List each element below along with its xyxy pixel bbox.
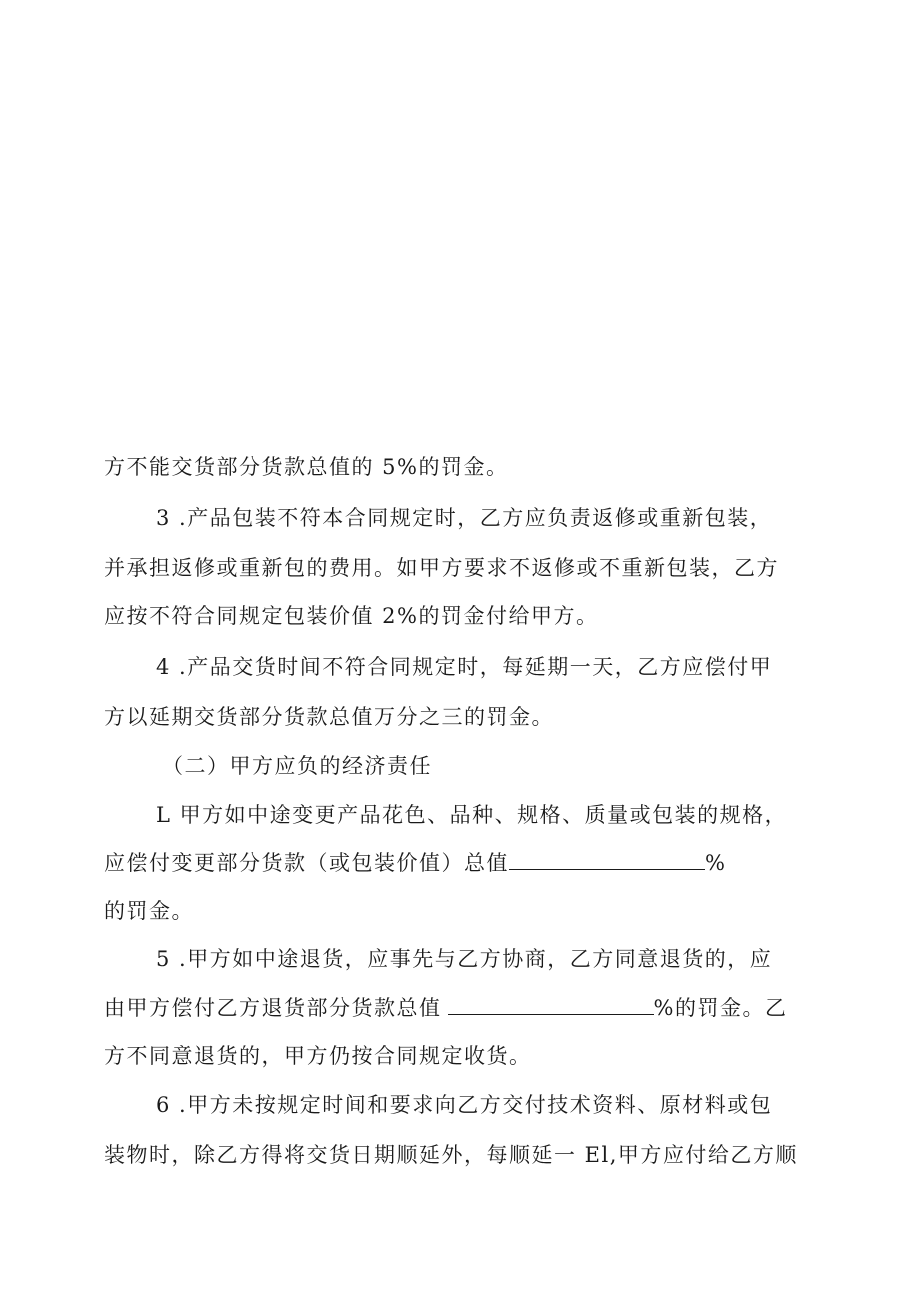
- percent-sign: %: [705, 851, 727, 875]
- clause-3-line-3: 应按不符合同规定包装价值 2%的罚金付给甲方。: [104, 604, 599, 628]
- clause-6-line-1: 6 .甲方未按规定时间和要求向乙方交付技术资料、原材料或包: [156, 1093, 773, 1117]
- fill-in-blank: [448, 995, 654, 1015]
- clause-5-text: 由甲方偿付乙方退货部分货款总值: [104, 996, 442, 1020]
- clause-l-line-2: [104, 848, 726, 878]
- clause-4-line-1: 4 .产品交货时间不符合同规定时，每延期一天，乙方应偿付甲: [156, 655, 773, 679]
- clause-l-line-1: L 甲方如中途变更产品花色、品种、规格、质量或包装的规格，: [156, 803, 788, 827]
- clause-l-text: 应偿付变更部分货款（或包装价值）总值: [104, 851, 509, 875]
- clause-l-line-3: 的罚金。: [104, 899, 194, 923]
- fill-in-blank: [509, 850, 705, 870]
- clause-5-text-end: %的罚金。乙: [653, 996, 788, 1020]
- section-heading: （二）甲方应负的经济责任: [162, 754, 432, 778]
- clause-4-line-2: 方以延期交货部分货款总值万分之三的罚金。: [104, 705, 554, 729]
- clause-5-line-1: 5 .甲方如中途退货，应事先与乙方协商，乙方同意退货的，应: [156, 947, 773, 971]
- clause-6-line-2: 装物时，除乙方得将交货日期顺延外，每顺延一 El,甲方应付给乙方顺: [104, 1143, 798, 1167]
- clause-5-line-3: 方不同意退货的，甲方仍按合同规定收货。: [104, 1044, 532, 1068]
- clause-3-line-1: 3 .产品包装不符本合同规定时，乙方应负责返修或重新包装，: [156, 506, 773, 530]
- clause-5-line-2: [104, 993, 787, 1023]
- clause-3-line-2: 并承担返修或重新包的费用。如甲方要求不返修或不重新包装，乙方: [104, 556, 779, 580]
- text-line: 方不能交货部分货款总值的 5%的罚金。: [104, 455, 509, 479]
